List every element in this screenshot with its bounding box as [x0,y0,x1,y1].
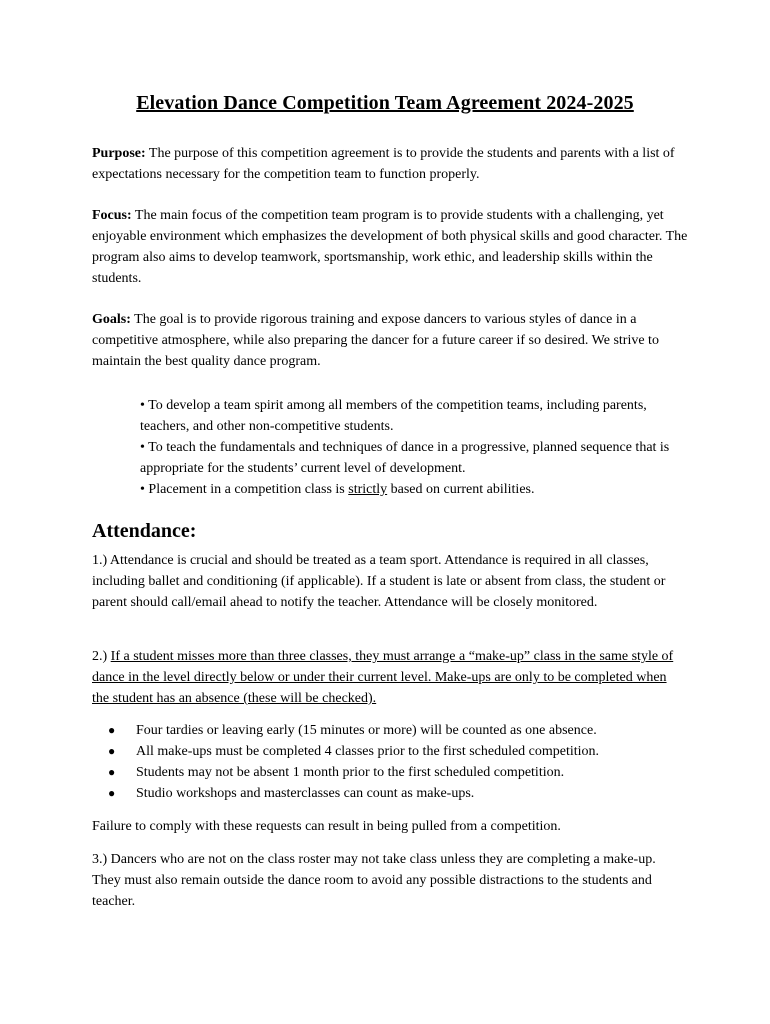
goals-bullet: • To develop a team spirit among all members of the competition teams, including parents, teachers, and other non-competitive students. [140,398,647,434]
focus-label: Focus: [92,208,132,223]
purpose-paragraph [92,143,692,185]
makeup-rule-underlined: If a student misses more than three classes, they must arrange a “make-up” class in the same style of dance in the level directly below or under their current level. Make-ups are only to be completed when the student has an absence (these will be checked). [92,649,674,706]
goals-bullet: • Placement in a competition class is strictly based on current abilities. [140,482,535,497]
attendance-heading: Attendance: [92,520,197,542]
list-item: ● All make-ups must be completed 4 classes prior to the first scheduled competition. [108,741,688,762]
strictly-underlined: strictly [348,482,388,497]
goals-label: Goals: [92,312,131,327]
purpose-text: The purpose of this competition agreement is to provide the students and parents with a list of expectations necessary for the competition team to function properly. [92,146,675,182]
list-item: ● Students may not be absent 1 month prior to the first scheduled competition. [108,762,688,783]
goals-bullet-list [140,395,680,500]
goals-bullet: • To teach the fundamentals and techniques of dance in a progressive, planned sequence that is appropriate for the students’ current level of development. [140,440,670,476]
attendance-paragraph-1: 1.) Attendance is crucial and should be treated as a team sport. Attendance is required in all classes, including ballet and conditioning (if applicable). If a student is late or absent from class, the student or parent should call/email ahead to notify the teacher. Attendance will be closely monitored. [92,553,666,610]
failure-notice: Failure to comply with these requests can result in being pulled from a competition. [92,819,561,834]
goals-paragraph [92,309,692,372]
attendance-paragraph-3: 3.) Dancers who are not on the class roster may not take class unless they are completing a make-up. They must also remain outside the dance room to avoid any possible distractions to the students and teacher. [92,852,656,909]
focus-paragraph [92,205,692,289]
goals-text: The goal is to provide rigorous training and expose dancers to various styles of dance in a competitive atmosphere, while also preparing the dancer for a future career if so desired. We strive to maintain the best quality dance program. [92,312,659,369]
focus-text: The main focus of the competition team program is to provide students with a challenging, yet enjoyable environment which emphasizes the development of both physical skills and good character. The program also aims to develop teamwork, sportsmanship, work ethic, and leadership skills within the students. [92,208,688,286]
list-item: ● Four tardies or leaving early (15 minutes or more) will be counted as one absence. [108,720,688,741]
attendance-rules-list [108,720,688,804]
purpose-label: Purpose: [92,146,146,161]
list-item: ● Studio workshops and masterclasses can count as make-ups. [108,783,688,804]
attendance-paragraph-2: 2.) If a student misses more than three classes, they must arrange a “make-up” class in the same style of dance in the level directly below or under their current level. Make-ups are only to be completed when the student has an absence (these will be checked). [92,649,674,706]
page-title: Elevation Dance Competition Team Agreement 2024-2025 [136,92,634,114]
